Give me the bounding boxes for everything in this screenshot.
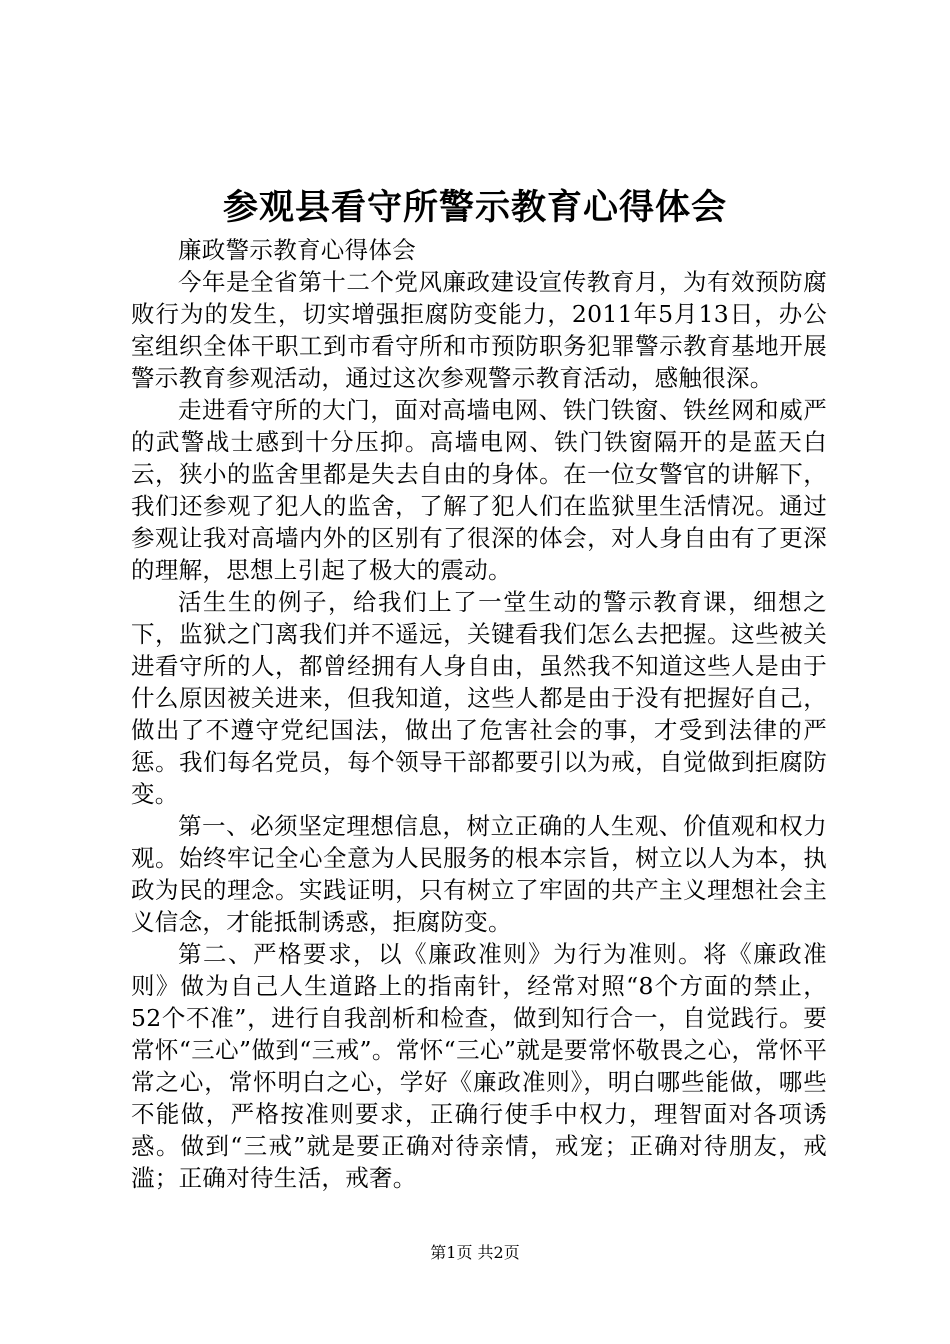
paragraph: 第二、严格要求，以《廉政准则》为行为准则。将《廉政准则》做为自己人生道路上的指南针，经常对照“8个方面的禁止，52个不准”，进行自我剖析和检查，做到知行合一，自觉践行。要常怀“三心”做到“三戒”。常怀“三心”就是要常怀敬畏之心，常怀平常之心，常怀明白之心，学好《廉政准则》，明白哪些能做，哪些不能做，严格按准则要求，正确行使手中权力，理智面对各项诱惑。做到“三戒”就是要正确对待亲情，戒宠；正确对待朋友，戒滥；正确对待生活，戒奢。 — [131, 940, 827, 1192]
document-body — [131, 234, 827, 1194]
paragraph: 第一、必须坚定理想信息，树立正确的人生观、价值观和权力观。始终牢记全心全意为人民服务的根本宗旨，树立以人为本，执政为民的理念。实践证明，只有树立了牢固的共产主义理想社会主义信念，才能抵制诱惑，拒腐防变。 — [131, 812, 827, 936]
page-footer: 第1页 共2页 — [430, 1243, 520, 1262]
document-title: 参观县看守所警示教育心得体会 — [222, 187, 727, 228]
paragraph: 活生生的例子，给我们上了一堂生动的警示教育课，细想之下，监狱之门离我们并不遥远，关键看我们怎么去把握。这些被关进看守所的人，都曾经拥有人身自由，虽然我不知道这些人是由于什么原因被关进来，但我知道，这些人都是由于没有把握好自己，做出了不遵守党纪国法，做出了危害社会的事，才受到法律的严惩。我们每名党员，每个领导干部都要引以为戒，自觉做到拒腐防变。 — [131, 588, 827, 808]
paragraph: 走进看守所的大门，面对高墙电网、铁门铁窗、铁丝网和威严的武警战士感到十分压抑。高墙电网、铁门铁窗隔开的是蓝天白云，狭小的监舍里都是失去自由的身体。在一位女警官的讲解下，我们还参观了犯人的监舍，了解了犯人们在监狱里生活情况。通过参观让我对高墙内外的区别有了很深的体会，对人身自由有了更深的理解，思想上引起了极大的震动。 — [131, 396, 827, 584]
paragraph: 今年是全省第十二个党风廉政建设宣传教育月，为有效预防腐败行为的发生，切实增强拒腐防变能力，2011年5月13日，办公室组织全体干职工到市看守所和市预防职务犯罪警示教育基地开展警示教育参观活动，通过这次参观警示教育活动，感触很深。 — [131, 268, 827, 392]
paragraph-subtitle: 廉政警示教育心得体会 — [178, 236, 416, 264]
